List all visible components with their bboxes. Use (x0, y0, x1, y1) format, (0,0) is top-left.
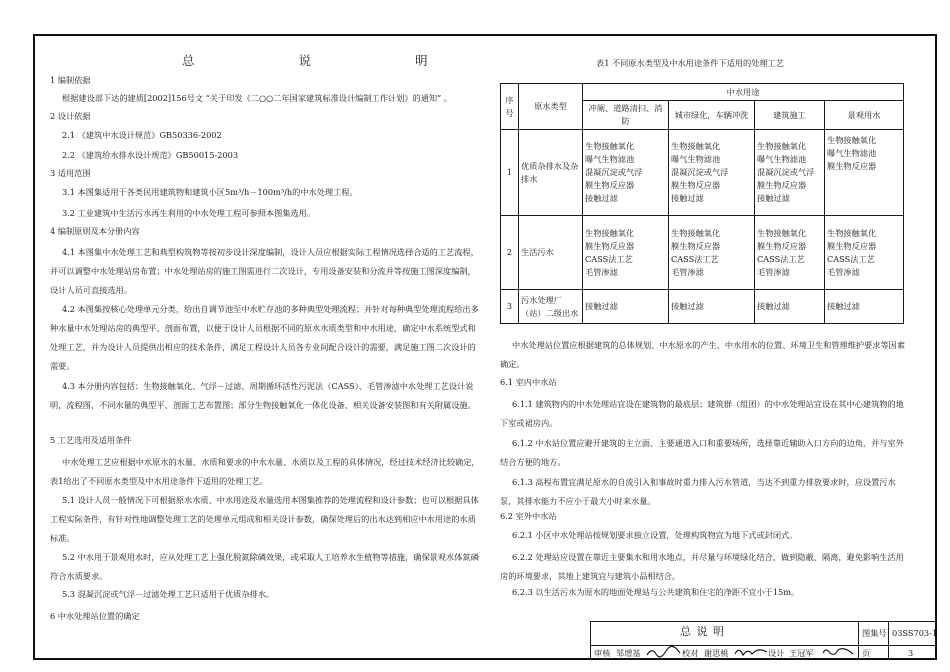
paragraph: 3.2 工业建筑中生活污水再生利用的中水处理工程可参照本图集选用。 (62, 208, 316, 218)
page-label: 页 (862, 648, 871, 658)
process-item: 生物接触氧化 (757, 141, 807, 151)
designer-signature-icon (822, 645, 854, 662)
atlas-number: 03SS703-1 (892, 628, 938, 638)
table-row (501, 216, 904, 290)
row-raw: 生活污水 (519, 216, 583, 290)
header-use-col: 冲厕、道路清扫、消防 (583, 101, 669, 130)
section-heading: 6.2 室外中水站 (500, 511, 557, 521)
header-use-col: 景观用水 (825, 101, 904, 130)
process-item: CASS法工艺 (757, 253, 805, 264)
design-label: 设计 (768, 648, 785, 658)
row-raw: 优质杂排水及杂排水 (519, 130, 583, 216)
header-reuse: 中水用途 (583, 84, 904, 101)
checker-signature-icon (734, 645, 768, 662)
process-item: 膜生物反应器 (827, 161, 877, 171)
process-item: 毛管渗滤 (757, 266, 790, 277)
paragraph: 6.2.3 以生活污水为原水的地面处理站与公共建筑和住宅的净距不宜小于15m。 (512, 587, 800, 597)
section-heading: 3 适用范围 (50, 168, 91, 178)
process-item: 混凝沉淀或气浮 (671, 167, 729, 177)
paragraph: 4.3 本分册内容包括：生物接触氧化、气浮－过滤、周期循环活性污泥法（CASS）、毛管渗滤中水处理工艺设计说明，流程图，不同水量的典型平、剖面工艺布置图；部分生物接触氧化一体化设备、相关设备安装图和有关附属设施。 (50, 381, 476, 410)
header-raw-type: 原水类型 (519, 84, 583, 130)
paragraph: 2.1 《建筑中水设计规范》GB50336-2002 (62, 130, 222, 140)
process-item: 生物接触氧化 (671, 141, 721, 151)
reviewer-name: 邹增基 (616, 648, 641, 658)
process-table (500, 83, 904, 324)
process-item: 膜生物反应器 (671, 240, 721, 251)
atlas-label: 图集号 (862, 628, 887, 638)
process-item: CASS法工艺 (585, 253, 633, 264)
table-row (501, 130, 904, 216)
process-cell (825, 216, 904, 290)
page-title: 总 说 明 (182, 53, 478, 68)
process-item: 生物接触氧化 (757, 227, 807, 238)
process-item: 膜生物反应器 (585, 180, 635, 190)
process-cell (755, 216, 825, 290)
process-item: CASS法工艺 (671, 253, 719, 264)
process-item: 生物接触氧化 (585, 227, 635, 238)
paragraph: 6.1.1 建筑物内的中水处理站宜设在建筑物的最底层；建筑群（组团）的中水处理站宜设在其中心建筑物的地下室或裙房内。 (500, 399, 904, 428)
section-heading: 5 工艺选用及适用条件 (50, 435, 132, 445)
page-number: 3 (908, 648, 914, 658)
process-item: 接触过滤 (825, 290, 904, 324)
paragraph: 中水处理工艺应根据中水原水的水量、水质和要求的中水水量、水质以及工程的具体情况，经过技术经济比较确定，表1给出了不同原水类型及中水用途条件下适用的处理工艺。 (50, 457, 480, 486)
process-item: 膜生物反应器 (757, 180, 807, 190)
title-block-name: 总 说 明 (680, 625, 725, 638)
paragraph: 4.2 本图集按核心处理单元分类，给出自调节池至中水贮存池的多种典型处理流程；并针对每种典型处理流程给出多种水量中水处理站房的典型平、剖面布置，以便于设计人员根据不同的原水水质类型和中水用途，确定中水系统型式和处理工艺，并为设计人员提供出相应的技术条件，满足工程设计人员各专业间配合设计的需要，满足施工图二次设计的需要。 (50, 304, 479, 371)
paragraph: 中水处理站位置应根据建筑的总体规划、中水原水的产生、中水用水的位置、环境卫生和管理维护要求等因素确定。 (500, 340, 906, 369)
header-use-col: 建筑施工 (755, 101, 825, 130)
title-block (590, 621, 937, 660)
header-use-col: 城市绿化，车辆冲洗 (669, 101, 755, 130)
process-item: 曝气生物滤池 (757, 154, 807, 164)
process-item: 曝气生物滤池 (585, 154, 635, 164)
process-cell (583, 216, 669, 290)
review-label: 审核 (594, 648, 611, 658)
paragraph: 2.2 《建筑给水排水设计规范》GB50015-2003 (62, 150, 239, 160)
process-item: 曝气生物滤池 (671, 154, 721, 164)
table-row (501, 290, 904, 324)
paragraph: 6.1.2 中水站位置应避开建筑的主立面、主要通道入口和重要场所，选择靠近辅助入口方向的边角，并与室外结合方便的地方。 (500, 438, 904, 467)
process-item: 接触过滤 (755, 290, 825, 324)
process-item: 混凝沉淀或气浮 (757, 167, 815, 177)
row-raw: 污水处理厂（站）二级出水 (519, 290, 583, 324)
section-heading: 4 编制原则及本分册内容 (50, 226, 140, 236)
paragraph: 4.1 本图集中水处理工艺和典型构筑物等按初步设计深度编制，设计人员应根据实际工程情况选择合适的工艺流程，并可以调整中水处理站房布置；中水处理站房的施工图需进行二次设计，专用设备安装和分流并等按施工图深度编制，设计人员可直接选用。 (50, 247, 479, 295)
process-cell (583, 130, 669, 216)
process-item: 接触过滤 (671, 193, 704, 203)
table-title: 表1 不同原水类型及中水用途条件下适用的处理工艺 (596, 58, 784, 68)
row-seq: 1 (501, 130, 519, 216)
process-item: 毛管渗滤 (827, 266, 860, 277)
process-item: 接触过滤 (583, 290, 669, 324)
process-item: 膜生物反应器 (757, 240, 807, 251)
section-heading: 6 中水处理站位置的确定 (50, 611, 140, 621)
section-heading: 1 编制依据 (50, 75, 91, 85)
checker-name: 谢思桃 (704, 648, 729, 658)
process-item: 生物接触氧化 (585, 141, 635, 151)
process-cell (669, 130, 755, 216)
check-label: 校对 (682, 648, 699, 658)
process-cell (825, 130, 904, 216)
process-item: 毛管渗滤 (671, 266, 704, 277)
process-item: 毛管渗滤 (585, 266, 618, 277)
paragraph: 6.2.1 小区中水处理站按规划要求独立设置，处理构筑物宜为地下式或封闭式。 (512, 530, 798, 540)
section-heading: 2 设计依据 (50, 111, 91, 121)
process-item: 混凝沉淀或气浮 (585, 167, 643, 177)
row-seq: 2 (501, 216, 519, 290)
designer-name: 王冠军 (789, 648, 814, 658)
paragraph: 6.1.3 高程布置宜满足原水的自流引入和事故时重力排入污水管道，当达不到重力排放要求时，应设置污水泵，其排水能力不应小于最大小时来水量。 (500, 477, 896, 506)
process-item: 膜生物反应器 (585, 240, 635, 251)
process-item: 膜生物反应器 (827, 240, 877, 251)
process-item: 接触过滤 (669, 290, 755, 324)
paragraph: 5.1 设计人员一般情况下可根据原水水质、中水用途及水量选用本图集推荐的处理流程和设计参数；也可以根据具体工程实际条件，有针对性地调整处理工艺的处理单元组成和相关设计参数，确保处理后的出水达到相应中水用途的水质标准。 (50, 495, 479, 543)
process-item: 生物接触氧化 (827, 135, 877, 145)
process-cell (669, 216, 755, 290)
process-item: 接触过滤 (585, 193, 618, 203)
process-item: 曝气生物滤池 (827, 148, 877, 158)
process-item: 接触过滤 (757, 193, 790, 203)
paragraph: 根据建设部下达的建质[2002]156号文 “关于印发《二○○二年国家建筑标准设计编制工作计划》的通知” 。 (62, 93, 453, 103)
section-heading: 6.1 室内中水站 (500, 377, 557, 387)
row-seq: 3 (501, 290, 519, 324)
process-item: 膜生物反应器 (671, 180, 721, 190)
header-seq: 序号 (501, 84, 519, 130)
process-item: CASS法工艺 (827, 253, 875, 264)
paragraph: 5.2 中水用于景观用水时，应从处理工艺上强化脱氮除磷效果，或采取人工培养水生植物等措施，确保景观水体氮磷符合水质要求。 (50, 552, 479, 581)
paragraph: 5.3 混凝沉淀或气浮－过滤处理工艺只适用于优质杂排水。 (62, 589, 275, 599)
paragraph: 3.1 本图集适用于各类民用建筑物和建筑小区5m³/h－100m³/h的中水处理工程。 (62, 187, 358, 197)
paragraph: 6.2.2 处理站应设置在靠近主要集水和用水地点，并尽量与环境绿化结合，做到隐蔽、隔离，避免影响生活用房的环境要求，其地上建筑宜与建筑小品相结合。 (500, 552, 904, 581)
process-item: 生物接触氧化 (827, 227, 877, 238)
process-cell (755, 130, 825, 216)
process-item: 生物接触氧化 (671, 227, 721, 238)
reviewer-signature-icon (646, 645, 682, 662)
